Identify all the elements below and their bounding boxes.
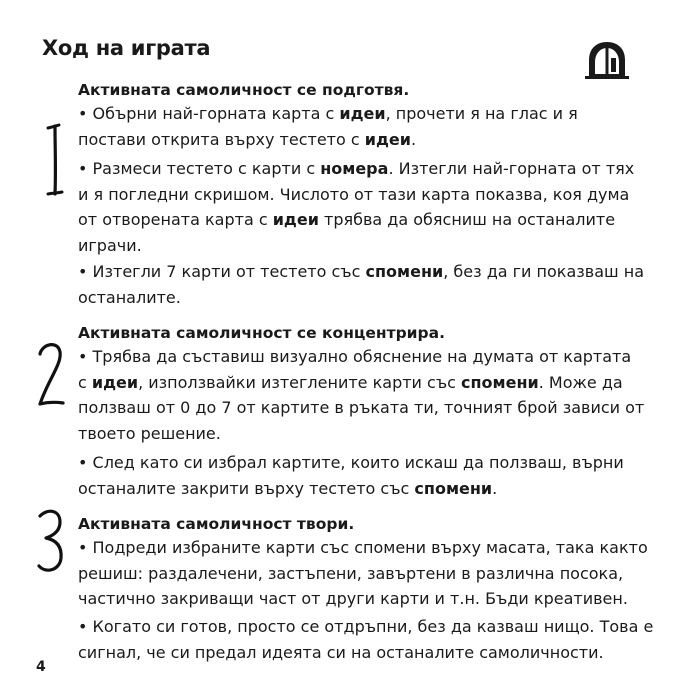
step-3-numeral	[30, 502, 70, 592]
emphasized-term: номера	[320, 159, 389, 178]
step-2-numeral	[30, 336, 70, 426]
step-1-bullet-2: • Размеси тестето с карти с номера. Изтегли най-горната от тях и я погледни скришом. Числото от тази карта показва, коя дума от отворената карта с идеи трябва да обясниш на останалите играчи.	[78, 159, 635, 255]
step-1-bullet-1: • Обърни най-горната карта с идеи, прочети я на глас и я постави открита върху тестето с идеи.	[78, 104, 578, 149]
emphasized-term: спомени	[461, 372, 539, 392]
emphasized-term: спомени	[414, 478, 493, 498]
emphasized-term: идеи	[364, 129, 411, 149]
step-3-title: Активната самоличност твори.	[78, 515, 355, 533]
emphasized-term: идеи	[272, 210, 319, 229]
page-title: Ход на играта	[42, 36, 211, 60]
emphasized-term: идеи	[91, 372, 139, 392]
emphasized-term: идеи	[339, 104, 386, 123]
step-1-numeral	[34, 120, 74, 210]
step-1-bullet-3: • Изтегли 7 карти от тестето със спомени, без да ги показваш на останалите.	[78, 262, 644, 307]
step-2-title: Активната самоличност се концентрира.	[78, 324, 445, 342]
emphasized-term: спомени	[365, 262, 444, 281]
step-2-bullet-1: • Трябва да съставиш визуално обяснение на думата от картата с идеи, използвайки изтеглените карти със спомени. Може да ползваш от 0 до 7 от картите в ръката ти, точният брой зависи от твоето решение.	[78, 347, 645, 443]
page-number: 4	[36, 659, 46, 675]
step-1-title: Активната самоличност се подготвя.	[78, 81, 410, 99]
helmet-head-icon	[583, 38, 631, 80]
step-2-bullet-2: • След като си избрал картите, които искаш да ползваш, върни останалите закрити върху тестето със спомени.	[78, 453, 624, 498]
step-3-bullet-1: • Подреди избраните карти със спомени върху масата, така както решиш: раздалечени, застъпени, завъртени в различна посока, частично закриващи част от други карти и т.н. Бъди креативен.	[78, 538, 648, 608]
step-3-bullet-2: • Когато си готов, просто се отдръпни, без да казваш нищо. Това е сигнал, че си предал идеята си на останалите самоличности.	[78, 617, 654, 662]
